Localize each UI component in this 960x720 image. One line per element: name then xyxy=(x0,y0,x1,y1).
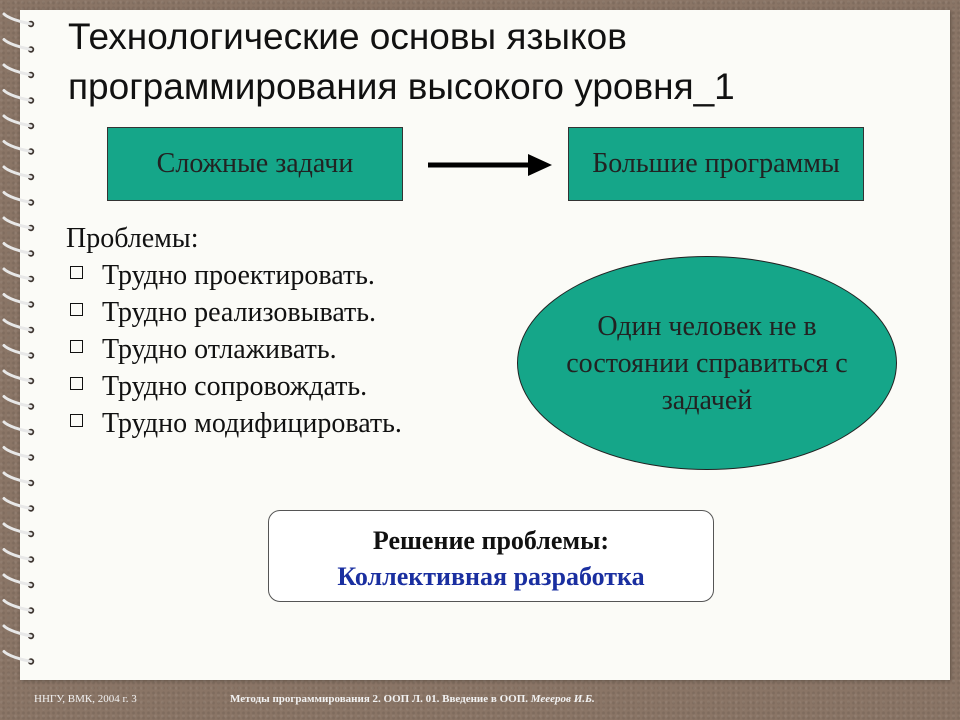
checkbox-bullet-icon xyxy=(70,414,83,427)
footer-author: Меееров И.Б. xyxy=(530,693,595,705)
checkbox-bullet-icon xyxy=(70,377,83,390)
right-arrow-icon xyxy=(428,152,552,178)
binding-ring xyxy=(4,167,31,177)
binding-ring xyxy=(4,524,31,534)
solution-heading: Решение проблемы: xyxy=(372,526,610,555)
binding-ring xyxy=(4,601,31,611)
list-item: Трудно модифицировать. xyxy=(66,405,402,442)
ellipse-text: Один человек не в состоянии справиться с задачей xyxy=(566,310,848,416)
binding-ring xyxy=(4,142,31,152)
title-line-1: Технологические основы языков xyxy=(68,16,627,57)
checkbox-bullet-icon xyxy=(70,340,83,353)
problems-list xyxy=(66,257,402,442)
binding-ring xyxy=(4,652,31,662)
complex-tasks-box xyxy=(107,127,403,201)
binding-ring xyxy=(4,422,31,432)
big-programs-box xyxy=(568,127,864,201)
binding-ring xyxy=(4,448,31,458)
binding-ring xyxy=(4,295,31,305)
problems-section xyxy=(66,220,402,442)
solution-box xyxy=(268,510,714,602)
binding-ring xyxy=(4,473,31,483)
slide-title xyxy=(68,12,928,112)
binding-ring xyxy=(4,575,31,585)
binding-ring xyxy=(4,371,31,381)
checkbox-bullet-icon xyxy=(70,303,83,316)
binding-ring xyxy=(4,346,31,356)
binding-ring xyxy=(4,320,31,330)
checkbox-bullet-icon xyxy=(70,266,83,279)
list-item: Трудно сопровождать. xyxy=(66,368,402,405)
binding-ring xyxy=(4,269,31,279)
solution-answer: Коллективная разработка xyxy=(337,562,645,591)
binding-ring xyxy=(4,626,31,636)
list-item: Трудно проектировать. xyxy=(66,257,402,294)
binding-ring xyxy=(4,116,31,126)
binding-ring xyxy=(4,14,31,24)
list-item: Трудно отлаживать. xyxy=(66,331,402,368)
complex-tasks-label: Сложные задачи xyxy=(156,148,354,179)
binding-ring xyxy=(4,193,31,203)
spiral-binding xyxy=(0,0,60,720)
binding-ring xyxy=(4,397,31,407)
binding-ring xyxy=(4,499,31,509)
binding-ring xyxy=(4,218,31,228)
binding-ring xyxy=(4,550,31,560)
title-line-2: программирования высокого уровня_1 xyxy=(68,66,735,107)
binding-ring xyxy=(4,244,31,254)
one-person-ellipse xyxy=(517,256,897,470)
binding-ring xyxy=(4,40,31,50)
problems-heading: Проблемы: xyxy=(66,223,199,254)
footer-left: ННГУ, ВМК, 2004 г. 3 xyxy=(34,693,137,705)
binding-ring xyxy=(4,91,31,101)
big-programs-label: Большие программы xyxy=(592,148,840,179)
footer-course xyxy=(230,693,595,705)
footer-course-text: Методы программирования 2. ООП Л. 01. Введение в ООП. xyxy=(230,693,529,705)
list-item: Трудно реализовывать. xyxy=(66,294,402,331)
binding-ring xyxy=(4,65,31,75)
